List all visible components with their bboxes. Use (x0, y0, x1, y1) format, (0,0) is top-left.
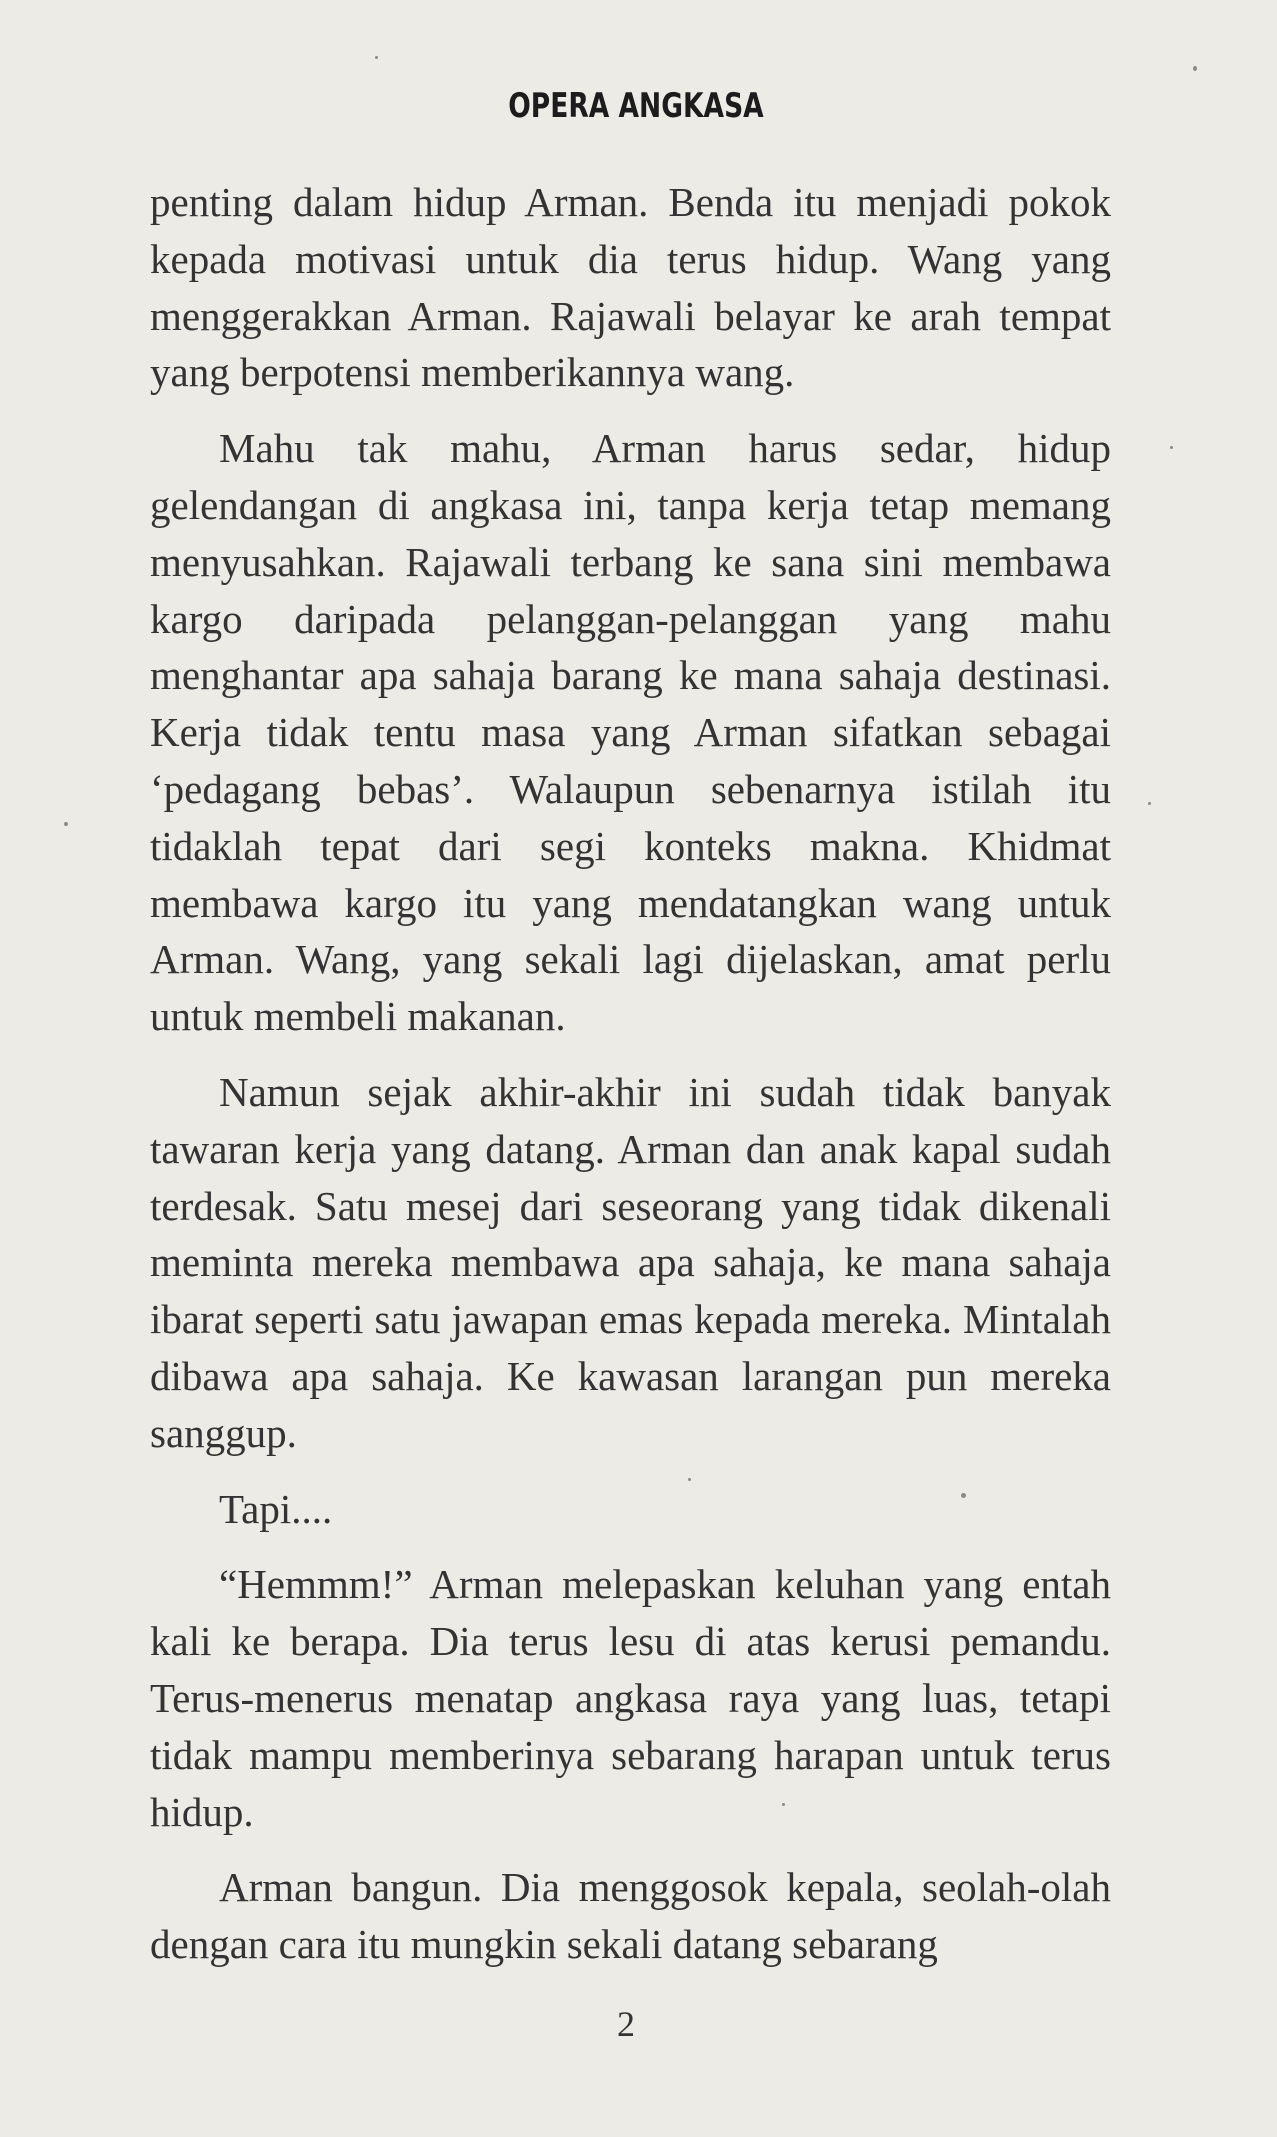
paragraph: Tapi.... (219, 1485, 333, 1532)
paragraph: Mahu tak mahu, Arman harus sedar, hidup gelendangan di angkasa ini, tanpa kerja tetap memang menyusahkan. Rajawali terbang ke sana sini membawa kargo daripada pelanggan-pelanggan yang mahu menghantar apa sahaja barang ke mana sahaja destinasi. Kerja tidak tentu masa yang Arman sifatkan sebagai ‘pedagang bebas’. Walaupun sebenarnya istilah itu tidaklah tepat dari segi konteks makna. Khidmat membawa kargo itu yang mendatangkan wang untuk Arman. Wang, yang sekali lagi dijelaskan, amat perlu untuk membeli makanan. (150, 425, 1111, 1040)
scan-speck (961, 1493, 966, 1498)
paragraph-continuation: penting dalam hidup Arman. Benda itu menjadi pokok kepada motivasi untuk dia terus hidup. Wang yang menggerakkan Arman. Rajawali belayar ke arah tempat yang berpotensi memberikannya wang. (150, 179, 1111, 396)
scan-speck (688, 1478, 691, 1481)
scan-speck (1170, 446, 1173, 449)
body-text (150, 174, 1111, 1992)
paragraph: Arman bangun. Dia menggosok kepala, seolah-olah dengan cara itu mungkin sekali datang sebarang (150, 1864, 1111, 1968)
scan-speck (782, 1803, 785, 1806)
scan-speck (375, 56, 378, 59)
paragraph: “Hemmm!” Arman melepaskan keluhan yang entah kali ke berapa. Dia terus lesu di atas kerusi pemandu. Terus-menerus menatap angkasa raya yang luas, tetapi tidak mampu memberinya sebarang harapan untuk terus hidup. (150, 1561, 1111, 1835)
scan-speck (1148, 802, 1151, 805)
page-number: 2 (617, 2004, 635, 2044)
scan-speck (64, 822, 68, 826)
scan-speck (1193, 66, 1197, 71)
paragraph: Namun sejak akhir-akhir ini sudah tidak banyak tawaran kerja yang datang. Arman dan anak kapal sudah terdesak. Satu mesej dari seseorang yang tidak dikenali meminta mereka membawa apa sahaja, ke mana sahaja ibarat seperti satu jawapan emas kepada mereka. Mintalah dibawa apa sahaja. Ke kawasan larangan pun mereka sanggup. (150, 1068, 1111, 1456)
running-head-title: OPERA ANGKASA (508, 86, 764, 126)
